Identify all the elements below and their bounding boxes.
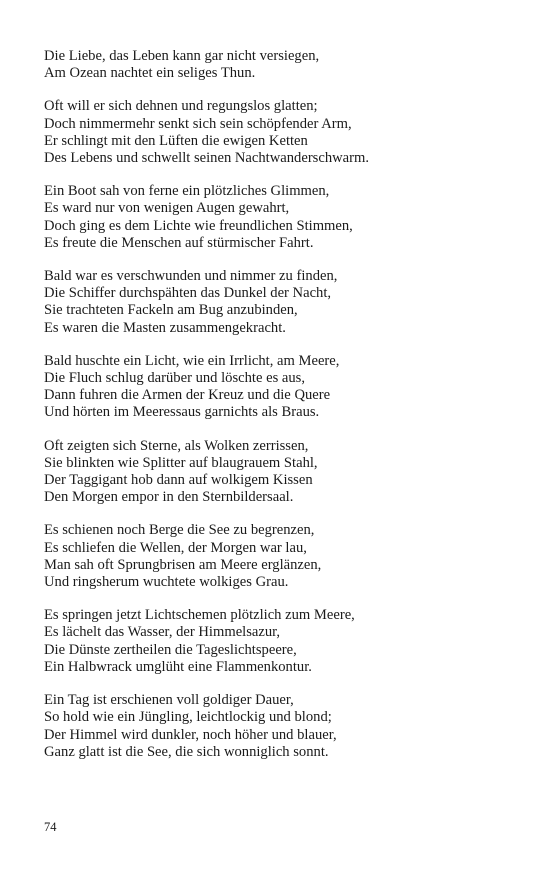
stanza-8 — [44, 607, 514, 676]
poem-line: Es ward nur von wenigen Augen gewahrt, — [44, 200, 290, 217]
poem-line: Es schliefen die Wellen, der Morgen war lau, — [44, 539, 307, 556]
poem-body — [44, 48, 514, 777]
poem-line: Die Liebe, das Leben kann gar nicht versiegen, — [44, 48, 320, 64]
stanza-5 — [44, 353, 514, 422]
poem-line: Man sah oft Sprungbrisen am Meere erglänzen, — [44, 556, 322, 573]
poem-line: Des Lebens und schwellt seinen Nachtwanderschwarm. — [44, 150, 370, 167]
poem-line: Es springen jetzt Lichtschemen plötzlich zum Meere, — [44, 607, 355, 624]
poem-line: Es waren die Masten zusammengekracht. — [44, 319, 286, 336]
stanza-4 — [44, 268, 514, 337]
poem-line: Er schlingt mit den Lüften die ewigen Ketten — [44, 132, 308, 149]
poem-line: Und hörten im Meeressaus garnichts als Braus. — [44, 404, 320, 421]
poem-line: Und ringsherum wuchtete wolkiges Grau. — [44, 574, 289, 591]
poem-line: Oft will er sich dehnen und regungslos glatten; — [44, 98, 318, 115]
stanza-9 — [44, 692, 514, 761]
poem-line: Bald war es verschwunden und nimmer zu finden, — [44, 268, 338, 285]
poem-line: Doch ging es dem Lichte wie freundlichen Stimmen, — [44, 217, 353, 234]
stanza-2 — [44, 98, 514, 167]
poem-line: Doch nimmermehr senkt sich sein schöpfender Arm, — [44, 115, 352, 132]
poem-line: Es lächelt das Wasser, der Himmelsazur, — [44, 624, 281, 641]
poem-line: Oft zeigten sich Sterne, als Wolken zerrissen, — [44, 437, 309, 454]
poem-line: Sie trachteten Fackeln am Bug anzubinden, — [44, 302, 298, 319]
poem-line: Der Taggigant hob dann auf wolkigem Kissen — [44, 472, 313, 489]
stanza-3 — [44, 183, 514, 252]
poem-line: Ein Boot sah von ferne ein plötzliches Glimmen, — [44, 183, 330, 200]
poem-line: Ein Tag ist erschienen voll goldiger Dauer, — [44, 692, 294, 709]
poem-line: Die Schiffer durchspähten das Dunkel der Nacht, — [44, 285, 332, 302]
page-number: 74 — [44, 820, 57, 834]
poem-line: Ein Halbwrack umglüht eine Flammenkontur. — [44, 658, 312, 675]
poem-line: Es schienen noch Berge die See zu begrenzen, — [44, 522, 315, 539]
stanza-1 — [44, 48, 514, 82]
stanza-6 — [44, 438, 514, 507]
stanza-7 — [44, 522, 514, 591]
poem-line: Den Morgen empor in den Sternbildersaal. — [44, 489, 294, 506]
poem-line: Ganz glatt ist die See, die sich wonniglich sonnt. — [44, 743, 329, 760]
poem-line: Bald huschte ein Licht, wie ein Irrlicht, am Meere, — [44, 352, 340, 369]
poem-line: Der Himmel wird dunkler, noch höher und blauer, — [44, 726, 337, 743]
poem-line: Die Dünste zertheilen die Tageslichtspeere, — [44, 641, 297, 658]
poem-line: Sie blinkten wie Splitter auf blaugrauem Stahl, — [44, 454, 318, 471]
poem-line: Am Ozean nachtet ein seliges Thun. — [44, 65, 256, 82]
poem-line: Es freute die Menschen auf stürmischer Fahrt. — [44, 234, 314, 251]
poem-line: So hold wie ein Jüngling, leichtlockig und blond; — [44, 709, 332, 726]
poem-line: Die Fluch schlug darüber und löschte es aus, — [44, 370, 306, 387]
poem-line: Dann fuhren die Armen der Kreuz und die Quere — [44, 387, 331, 404]
